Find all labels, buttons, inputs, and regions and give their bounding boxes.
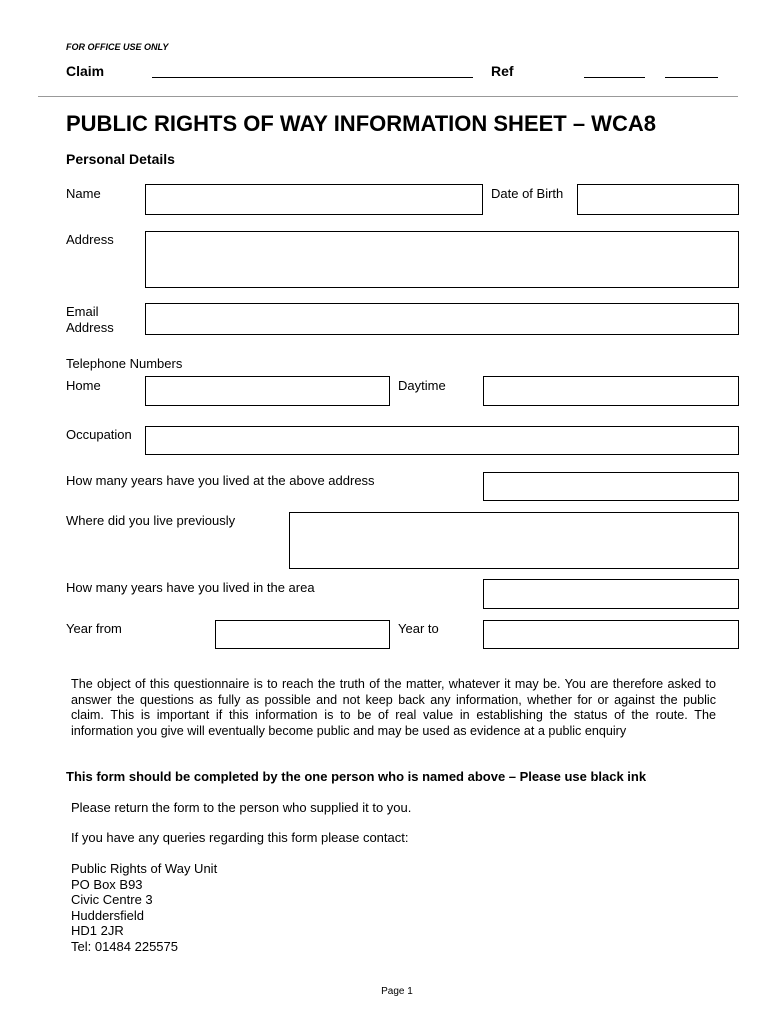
address-label: Address (66, 232, 114, 247)
previous-address-field[interactable] (289, 512, 739, 569)
dob-field[interactable] (577, 184, 739, 215)
year-from-field[interactable] (215, 620, 390, 649)
dob-label: Date of Birth (491, 186, 564, 201)
name-field[interactable] (145, 184, 483, 215)
email-field[interactable] (145, 303, 739, 335)
years-at-address-field[interactable] (483, 472, 739, 501)
claim-label: Claim (66, 63, 105, 79)
year-to-field[interactable] (483, 620, 739, 649)
page-title: PUBLIC RIGHTS OF WAY INFORMATION SHEET – WCA8 (66, 111, 656, 136)
queries-instruction: If you have any queries regarding this form please contact: (71, 830, 409, 845)
contact-line: HD1 2JR (71, 923, 124, 938)
years-at-address-label: How many years have you lived at the above address (66, 473, 375, 488)
occupation-label: Occupation (66, 427, 132, 442)
questionnaire-paragraph: The object of this questionnaire is to reach the truth of the matter, whatever it may be. You are therefore asked to answer the questions as fully as possible and not keep back any information, whether for or against the public claim. This is important if this information is to be of real value in establishing the status of the route. The information you give will eventually become public and may be used as evidence at a public enquiry (71, 677, 716, 738)
office-use-label: FOR OFFICE USE ONLY (66, 42, 169, 52)
email-label: Email Address (66, 304, 114, 335)
address-field[interactable] (145, 231, 739, 288)
ref-label: Ref (491, 63, 514, 79)
name-label: Name (66, 186, 101, 201)
previous-address-label: Where did you live previously (66, 513, 236, 528)
ref-line-1[interactable] (584, 77, 645, 78)
daytime-phone-field[interactable] (483, 376, 739, 406)
header-divider (38, 96, 738, 97)
contact-address (71, 861, 217, 954)
contact-line: PO Box B93 (71, 876, 143, 892)
completion-notice: This form should be completed by the one person who is named above – Please use black ink (66, 769, 647, 784)
daytime-phone-label: Daytime (398, 378, 446, 393)
telephone-label: Telephone Numbers (66, 356, 183, 371)
contact-phone: Tel: 01484 225575 (71, 938, 178, 954)
year-to-label: Year to (398, 621, 439, 636)
year-from-label: Year from (66, 621, 122, 636)
return-instruction: Please return the form to the person who supplied it to you. (71, 800, 412, 815)
claim-line[interactable] (152, 77, 473, 78)
page-number: Page 1 (381, 986, 413, 997)
contact-line: Public Rights of Way Unit (71, 861, 218, 876)
years-in-area-label: How many years have you lived in the area (66, 580, 315, 595)
section-heading: Personal Details (66, 151, 175, 167)
contact-line: Huddersfield (71, 907, 144, 923)
home-phone-label: Home (66, 378, 101, 393)
contact-line: Civic Centre 3 (71, 892, 153, 907)
years-in-area-field[interactable] (483, 579, 739, 609)
occupation-field[interactable] (145, 426, 739, 455)
home-phone-field[interactable] (145, 376, 390, 406)
ref-line-2[interactable] (665, 77, 718, 78)
